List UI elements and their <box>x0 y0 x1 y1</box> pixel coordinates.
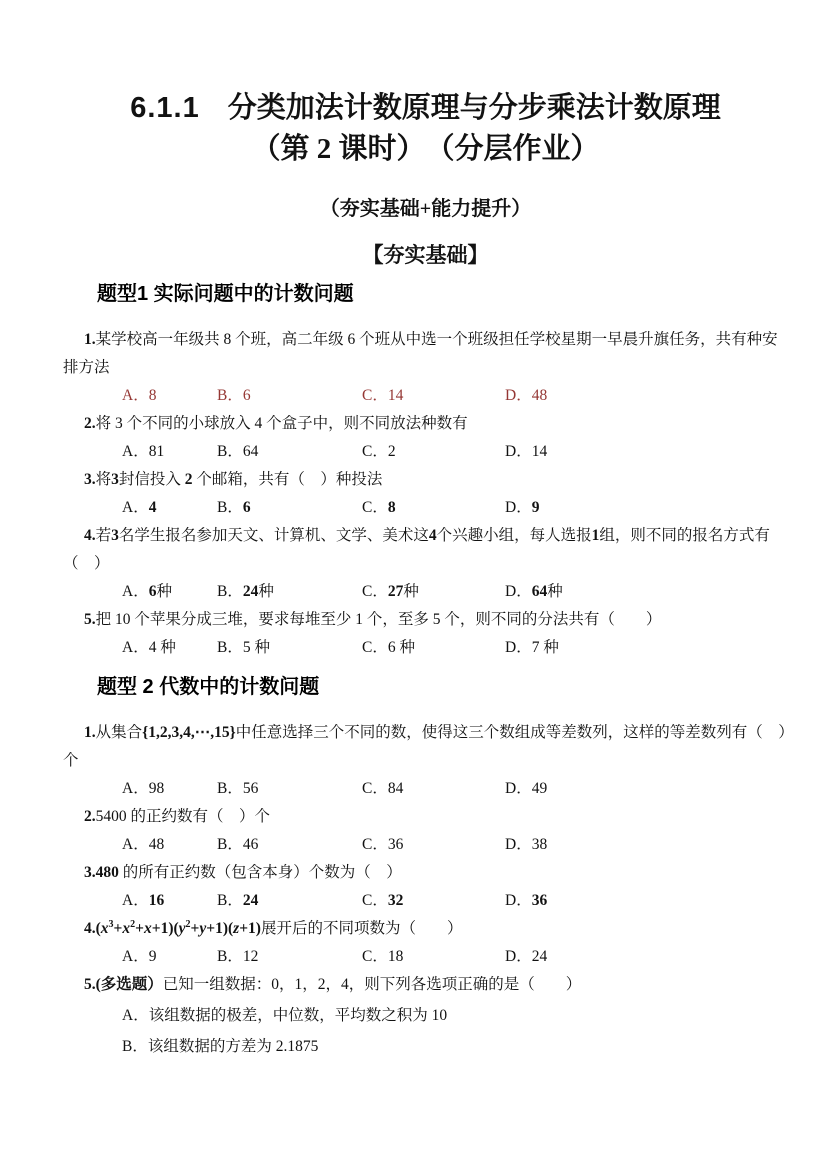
option-letter: A． <box>122 387 149 404</box>
answer-option-B <box>217 494 362 522</box>
topic1-question-5-options <box>122 634 788 662</box>
option-letter: C． <box>362 443 388 460</box>
option-value: 24 <box>242 583 259 600</box>
answer-option-D <box>505 438 788 466</box>
text-segment: + <box>190 920 200 937</box>
answer-option-C <box>362 578 505 606</box>
option-value: 6 <box>242 499 251 516</box>
option-letter: C． <box>362 948 388 965</box>
option-letter: B． <box>217 499 243 516</box>
text-segment: 将 3 个不同的小球放入 4 个盒子中，则不同放法种数有 <box>95 415 468 432</box>
topic-section-1 <box>63 281 788 662</box>
option-letter: B． <box>217 639 243 656</box>
topic2-question-4-options <box>122 943 788 971</box>
option-value: 12 <box>242 948 259 965</box>
text-segment: 展开后的不同项数为（ ） <box>260 920 463 937</box>
option-letter: C． <box>362 583 388 600</box>
answer-option-B <box>217 887 362 915</box>
text-segment: 组，则不同的报名方式有（ ） <box>63 527 770 572</box>
text-segment: 3 <box>108 918 114 930</box>
text-segment: 2 <box>130 918 136 930</box>
answer-option-A <box>122 578 217 606</box>
text-segment: 2 <box>184 471 193 488</box>
topic2-question-1-options <box>122 775 788 803</box>
topic-2-heading: 题型 2 代数中的计数问题 <box>97 676 320 698</box>
answer-option-D <box>505 494 788 522</box>
text-segment: 4 <box>428 527 437 544</box>
option-value: 14 <box>531 443 548 460</box>
text-segment: 中任意选择三个不同的数，使得这三个数组成等差数列，这样的等差数列有（ ）个 <box>63 724 786 769</box>
text-segment: 若 <box>95 527 112 544</box>
option-letter: C． <box>362 499 388 516</box>
option-letter: A． <box>122 499 149 516</box>
option-value: 4 <box>148 499 157 516</box>
option-value: 38 <box>531 836 548 853</box>
answer-option-C <box>362 831 505 859</box>
text-segment: 1. <box>84 331 96 348</box>
option-letter: D． <box>505 583 532 600</box>
topic1-question-3-options <box>122 494 788 522</box>
option-letter: A． <box>122 948 149 965</box>
text-segment: 的所有正约数（包含本身）个数为（ ） <box>118 864 402 881</box>
answer-option-C <box>362 382 505 410</box>
text-segment: 把 10 个苹果分成三堆，要求每堆至少 1 个，至多 5 个，则不同的分法共有（ ） <box>95 611 662 628</box>
text-segment: 4. <box>84 527 96 544</box>
text-segment: x <box>122 920 131 937</box>
option-letter: A． <box>122 780 149 797</box>
answer-option-A <box>122 831 217 859</box>
option-value: 6 <box>242 387 251 404</box>
option-unit: 种 <box>156 583 172 600</box>
text-segment: 1 <box>591 527 600 544</box>
answer-option-D <box>505 831 788 859</box>
answer-option-B <box>217 943 362 971</box>
option-letter: D． <box>505 836 532 853</box>
option-value: 8 <box>148 387 157 404</box>
answer-option-A <box>122 775 217 803</box>
title-line2-text: （第 2 课时） （分层作业） <box>251 133 600 165</box>
option-value: 49 <box>531 780 548 797</box>
text-segment: 5. <box>84 611 96 628</box>
text-segment: 5. <box>84 976 96 993</box>
option-value: 27 <box>387 583 404 600</box>
option-letter: C． <box>362 836 388 853</box>
option-letter: D． <box>505 639 532 656</box>
section-number: 6.1.1 <box>130 92 200 124</box>
option-letter: B． <box>217 892 243 909</box>
topic1-question-4-options <box>122 578 788 606</box>
option-value: 4 <box>148 639 157 656</box>
answer-option-B <box>217 831 362 859</box>
topic1-question-4 <box>63 522 788 578</box>
answer-option-C <box>362 494 505 522</box>
option-letter: B． <box>217 780 243 797</box>
text-segment: 某学校高一年级共 8 个班，高二年级 6 个班从中选一个班级担任学校星期一早晨升旗任务，共有种安排方法 <box>63 331 778 376</box>
text-segment: ( <box>95 920 101 937</box>
answer-option-C <box>362 887 505 915</box>
topic1-question-5 <box>63 606 788 634</box>
option-letter: D． <box>505 892 532 909</box>
option-value: 56 <box>242 780 259 797</box>
option-value: 98 <box>148 780 165 797</box>
text-segment: 4. <box>84 920 96 937</box>
text-segment: y <box>178 920 186 937</box>
option-value: 36 <box>387 836 404 853</box>
answer-option-B <box>217 634 362 662</box>
document-title <box>63 88 788 170</box>
option-letter: B． <box>217 443 243 460</box>
topic2-question-3-options <box>122 887 788 915</box>
topic2-question-2 <box>63 803 788 831</box>
option-letter: A． <box>122 639 149 656</box>
answer-option-D <box>505 382 788 410</box>
option-value: 14 <box>387 387 404 404</box>
text-segment: +1)( <box>206 920 234 937</box>
topic1-question-1-options <box>122 382 788 410</box>
text-segment: x <box>143 920 152 937</box>
text-segment: 将 <box>95 471 112 488</box>
option-letter: D． <box>505 948 532 965</box>
topic1-question-3 <box>63 466 788 494</box>
title-main-text: 分类加法计数原理与分步乘法计数原理 <box>227 92 721 124</box>
option-letter: A． <box>122 583 149 600</box>
option-value: 6 <box>387 639 396 656</box>
topic2-question-5-option-b: B．该组数据的方差为 2.1875 <box>122 1038 319 1055</box>
option-value: 16 <box>148 892 165 909</box>
option-value: 46 <box>242 836 259 853</box>
text-segment: 个邮箱，共有（ ）种投法 <box>192 471 383 488</box>
answer-option-D <box>505 634 788 662</box>
answer-option-C <box>362 438 505 466</box>
option-unit: 种 <box>395 639 415 656</box>
option-value: 84 <box>387 780 404 797</box>
option-unit: 种 <box>539 639 559 656</box>
text-segment: (多选题） <box>95 976 163 993</box>
answer-option-A <box>122 438 217 466</box>
answer-option-A <box>122 494 217 522</box>
answer-option-D <box>505 578 788 606</box>
topic1-question-2 <box>63 410 788 438</box>
answer-option-B <box>217 438 362 466</box>
option-letter: A． <box>122 892 149 909</box>
text-segment: + <box>113 920 123 937</box>
option-value: 64 <box>531 583 548 600</box>
option-letter: A． <box>122 836 149 853</box>
option-unit: 种 <box>258 583 274 600</box>
text-segment: 封信投入 <box>118 471 185 488</box>
option-value: 6 <box>148 583 157 600</box>
option-value: 8 <box>387 499 396 516</box>
option-value: 48 <box>531 387 548 404</box>
text-segment: x <box>100 920 109 937</box>
text-segment: 名学生报名参加天文、计算机、文学、美术这 <box>118 527 429 544</box>
option-value: 24 <box>531 948 548 965</box>
answer-option-D <box>505 887 788 915</box>
answer-option-A <box>122 382 217 410</box>
topic-1-heading: 题型1 实际问题中的计数问题 <box>97 283 354 305</box>
option-letter: A． <box>122 443 149 460</box>
option-letter: B． <box>217 948 243 965</box>
option-value: 32 <box>387 892 404 909</box>
text-segment: 从集合 <box>95 724 143 741</box>
text-segment: + <box>135 920 144 937</box>
option-value: 81 <box>148 443 165 460</box>
text-segment: 2 <box>185 918 191 930</box>
text-segment: 3 <box>111 471 119 488</box>
option-unit: 种 <box>547 583 563 600</box>
option-value: 7 <box>531 639 540 656</box>
option-letter: C． <box>362 892 388 909</box>
option-value: 18 <box>387 948 404 965</box>
option-value: 2 <box>387 443 396 460</box>
text-segment: 3. <box>84 864 96 881</box>
option-value: 9 <box>531 499 540 516</box>
answer-option-B <box>217 775 362 803</box>
option-letter: C． <box>362 780 388 797</box>
option-unit: 种 <box>156 639 176 656</box>
text-segment: 3. <box>84 471 96 488</box>
topic2-question-5-option-a: A．该组数据的极差，中位数，平均数之积为 10 <box>122 1007 448 1024</box>
option-unit: 种 <box>403 583 419 600</box>
text-segment: y <box>199 920 207 937</box>
topic2-question-3 <box>63 859 788 887</box>
option-value: 5 <box>242 639 251 656</box>
topic1-question-2-options <box>122 438 788 466</box>
answer-option-A <box>122 634 217 662</box>
option-letter: C． <box>362 639 388 656</box>
answer-option-A <box>122 943 217 971</box>
topic2-question-4 <box>63 915 788 943</box>
answer-option-C <box>362 775 505 803</box>
option-value: 36 <box>531 892 548 909</box>
part-header: 【夯实基础】 <box>362 243 489 267</box>
text-segment: 2. <box>84 415 96 432</box>
topic2-question-1 <box>63 719 788 775</box>
option-letter: C． <box>362 387 388 404</box>
text-segment: 480 <box>95 864 119 881</box>
topic-section-2 <box>63 674 788 1061</box>
text-segment: 5400 的正约数有（ ）个 <box>95 808 271 825</box>
answer-option-B <box>217 578 362 606</box>
option-value: 24 <box>242 892 259 909</box>
text-segment: +1)( <box>151 920 179 937</box>
answer-option-A <box>122 887 217 915</box>
text-segment: 1. <box>84 724 96 741</box>
topic2-question-5 <box>63 971 788 999</box>
document-subtitle: （夯实基础+能力提升） <box>319 198 532 220</box>
text-segment: 个兴趣小组，每人选报 <box>436 527 592 544</box>
text-segment: 2. <box>84 808 96 825</box>
option-letter: B． <box>217 387 243 404</box>
text-segment: {1,2,3,4,⋯,15} <box>142 724 236 741</box>
answer-option-D <box>505 943 788 971</box>
option-letter: D． <box>505 499 532 516</box>
text-segment: 3 <box>111 527 119 544</box>
topic2-question-2-options <box>122 831 788 859</box>
answer-option-C <box>362 943 505 971</box>
option-letter: D． <box>505 387 532 404</box>
text-segment: z <box>233 920 240 937</box>
option-value: 48 <box>148 836 165 853</box>
topic1-question-1 <box>63 326 788 382</box>
text-segment: +1) <box>239 920 261 937</box>
option-letter: D． <box>505 780 532 797</box>
option-value: 9 <box>148 948 157 965</box>
option-letter: B． <box>217 836 243 853</box>
answer-option-D <box>505 775 788 803</box>
option-value: 64 <box>242 443 259 460</box>
option-letter: D． <box>505 443 532 460</box>
option-letter: B． <box>217 583 243 600</box>
answer-option-C <box>362 634 505 662</box>
option-unit: 种 <box>250 639 270 656</box>
answer-option-B <box>217 382 362 410</box>
text-segment: 已知一组数据：0，1，2，4，则下列各选项正确的是（ ） <box>162 976 582 993</box>
